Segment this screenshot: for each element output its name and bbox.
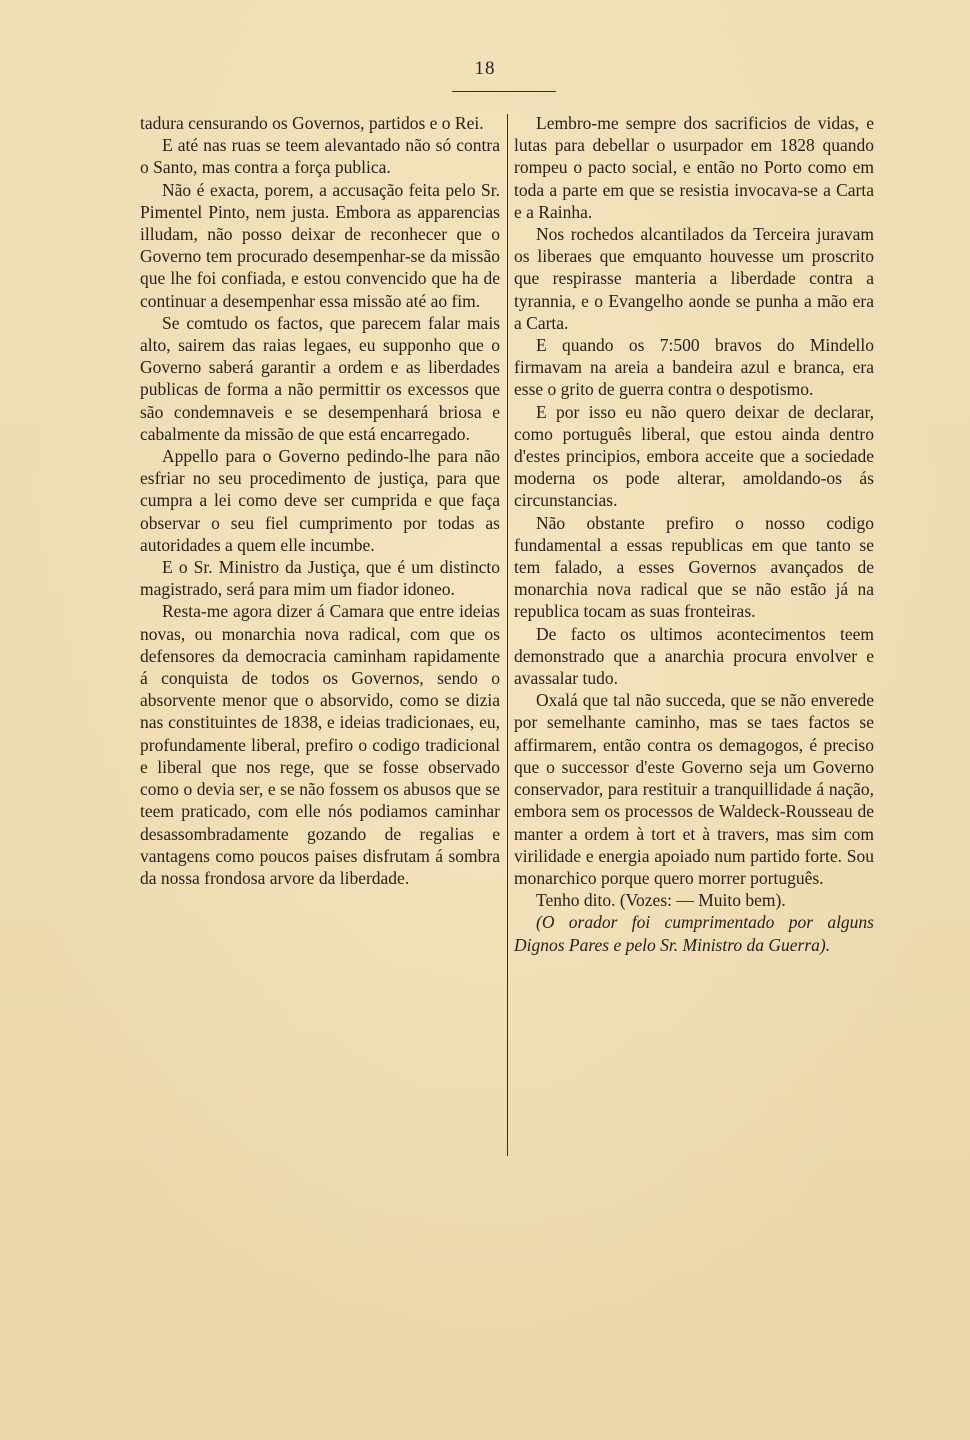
closing-note: (O orador foi cumprimentado por alguns Dignos Pares e pelo Sr. Ministro da Guerra).: [514, 912, 874, 955]
paragraph: tadura censurando os Governos, partidos e o Rei.: [140, 113, 484, 133]
column-divider: [507, 114, 508, 1156]
paragraph: Não é exacta, porem, a accusação feita pelo Sr. Pimentel Pinto, nem justa. Embora as apparencias illudam, não posso deixar de reconhecer que o Governo tem procurado desempenhar-se da missão que lhe foi confiada, e estou convencido que ha de continuar a desempenhar essa missão até ao fim.: [140, 179, 500, 311]
page-number: 18: [474, 58, 496, 79]
right-column: [514, 112, 874, 956]
paragraph: Lembro-me sempre dos sacrificios de vidas, e lutas para debellar o usurpador em 1828 quando rompeu o pacto social, e então no Porto como em toda a parte em que se resistia invocava-se a Carta e a Rainha.: [514, 113, 874, 222]
paragraph: E quando os 7:500 bravos do Mindello firmavam na areia a bandeira azul e branca, era esse o grito de guerra contra o despotismo.: [514, 335, 874, 400]
paragraph: Tenho dito. (Vozes: — Muito bem).: [536, 890, 786, 911]
paragraph: E o Sr. Ministro da Justiça, que é um distincto magistrado, será para mim um fiador idoneo.: [140, 557, 500, 600]
paragraph: Nos rochedos alcantilados da Terceira juravam os liberaes que emquanto houvesse um proscrito que respirasse manteria a liberdade contra a tyrannia, e o Evangelho aonde se punha a mão era a Carta.: [514, 224, 874, 333]
paragraph: E até nas ruas se teem alevantado não só contra o Santo, mas contra a força publica.: [140, 135, 500, 178]
paragraph: Não obstante prefiro o nosso codigo fundamental a essas republicas em que tanto se tem falado, a esses Governos avançados de monarchia nova radical que se não estão já na republica tocam as suas fronteiras.: [514, 512, 874, 622]
paragraph: E por isso eu não quero deixar de declarar, como português liberal, que estou ainda dentro d'estes principios, embora acceite que a sociedade moderna os pode alterar, amoldando-os ás circunstancias.: [514, 401, 874, 511]
left-column: [140, 112, 500, 889]
paragraph: De facto os ultimos acontecimentos teem demonstrado que a anarchia procura envolver e avassalar tudo.: [514, 623, 874, 689]
header-rule: [452, 91, 556, 92]
paragraph: Oxalá que tal não succeda, que se não enverede por semelhante caminho, mas se taes factos se affirmarem, então contra os demagogos, é preciso que o successor d'este Governo seja um Governo conservador, para restituir a tranquillidade á nação, embora sem os processos de Waldeck-Rousseau de manter a ordem à tort et à travers, mas sim com virilidade e energia apoiado num partido forte. Sou monarchico porque quero morrer português.: [514, 690, 874, 888]
paragraph: Resta-me agora dizer á Camara que entre ideias novas, ou monarchia nova radical, com que os defensores da democracia caminham rapidamente á conquista de todos os Governos, sendo o absorvente menor que o absorvido, como se dizia nas constituintes de 1838, e ideias tradicionaes, eu, profundamente liberal, prefiro o codigo tradicional e liberal que nos rege, que se fosse observado como o devia ser, e se não fossem os abusos que se teem praticado, com elle nós podiamos caminhar desassombradamente gozando de regalias e vantagens como poucos paises disfrutam á sombra da nossa frondosa arvore da liberdade.: [140, 601, 500, 888]
paragraph: Se comtudo os factos, que parecem falar mais alto, sairem das raias legaes, eu supponho que o Governo saberá garantir a ordem e as liberdades publicas de forma a não permittir os excessos que são condemnaveis e se desempenhará briosa e cabalmente da missão de que está encarregado.: [140, 312, 500, 444]
paragraph: Appello para o Governo pedindo-lhe para não esfriar no seu procedimento de justiça, para que cumpra a lei como deve ser cumprida e que faça observar o seu fiel cumprimento por todas as autoridades a quem elle incumbe.: [140, 446, 500, 555]
